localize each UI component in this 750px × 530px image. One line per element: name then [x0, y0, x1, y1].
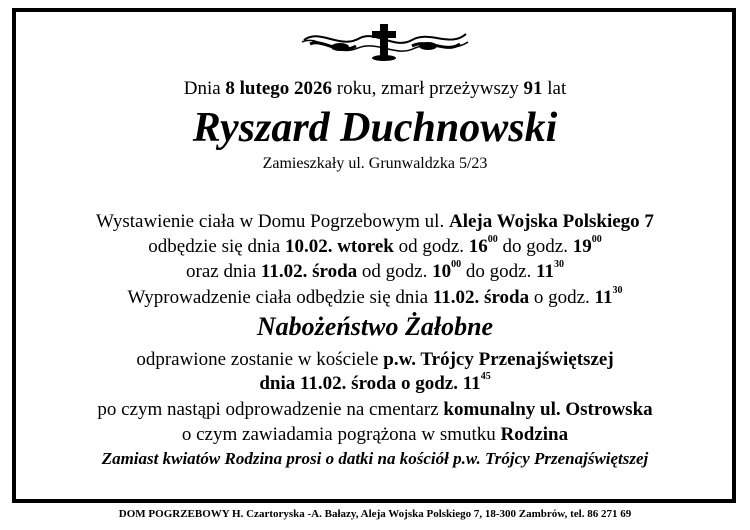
cemetery-line: po czym nastąpi odprowadzenie na cmentarz komunalny ul. Ostrowska: [97, 399, 653, 420]
deceased-address: Zamieszkały ul. Grunwaldzka 5/23: [262, 155, 488, 172]
viewing-location: Wystawienie ciała w Domu Pogrzebowym ul. Aleja Wojska Polskiego 7: [96, 211, 654, 232]
death-announcement: Dnia 8 lutego 2026 roku, zmarł przeżywszy 91 lat: [183, 78, 567, 99]
service-title: Nabożeństwo Żałobne: [256, 312, 494, 341]
family-line: o czym zawiadamia pogrążona w smutku Rodzina: [181, 424, 569, 445]
viewing-time-1: odbędzie się dnia 10.02. wtorek od godz. $16^{00}$ do godz. $19^{00}$: [148, 234, 602, 257]
service-church: odprawione zostanie w kościele p.w. Trójcy Przenajświętszej: [136, 349, 614, 370]
service-time: dnia 11.02. środa o godz. $11^{45}$: [259, 371, 491, 394]
funeral-home-footer: DOM POGRZEBOWY H. Czartoryska -A. Bałazy, Aleja Wojska Polskiego 7, 18-300 Zambrów, tel. 86 271 69: [118, 508, 632, 520]
cross-ribbon-icon: [300, 20, 470, 64]
deceased-name: Ryszard Duchnowski: [192, 105, 558, 151]
viewing-time-2: oraz dnia 11.02. środa od godz. $10^{00}$ do godz. $11^{30}$: [186, 259, 564, 282]
age: 91: [523, 78, 543, 99]
procession-time: Wyprowadzenie ciała odbędzie się dnia 11.02. środa o godz. $11^{30}$: [127, 285, 623, 308]
donation-note: Zamiast kwiatów Rodzina prosi o datki na kościół p.w. Trójcy Przenajświętszej: [101, 449, 649, 468]
death-date: 8 lutego 2026: [225, 78, 333, 99]
